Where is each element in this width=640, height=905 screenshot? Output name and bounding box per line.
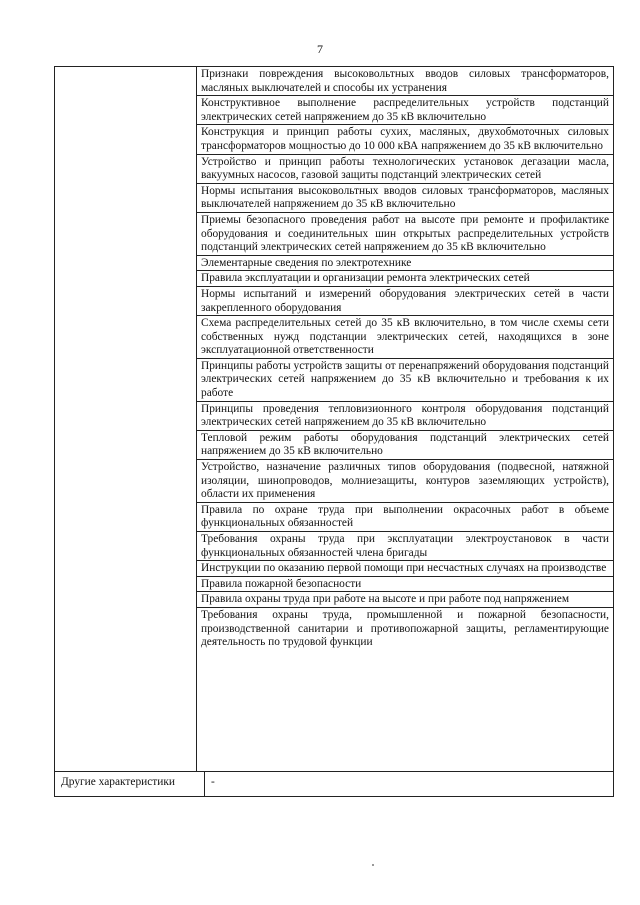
knowledge-row: Принципы работы устройств защиты от перенапряжений оборудования подстанций электрических сетей напряжением до 35 кВ включительно и требования к их работе (197, 359, 613, 402)
other-characteristics-value: - (211, 776, 215, 788)
knowledge-row: Нормы испытания высоковольтных вводов силовых трансформаторов, масляных выключателей напряжением до 35 кВ включительно (197, 184, 613, 213)
knowledge-table (54, 66, 614, 772)
knowledge-row: Правила пожарной безопасности (197, 577, 613, 593)
scan-speck (372, 864, 374, 866)
knowledge-list (197, 67, 613, 650)
knowledge-row: Требования охраны труда при эксплуатации электроустановок в части функциональных обязанностей члена бригады (197, 532, 613, 561)
other-characteristics-label: Другие характеристики (55, 772, 205, 796)
knowledge-row: Конструктивное выполнение распределительных устройств подстанций электрических сетей напряжением до 35 кВ включительно (197, 96, 613, 125)
knowledge-row: Правила охраны труда при работе на высоте и при работе под напряжением (197, 592, 613, 608)
table-left-column (55, 67, 197, 771)
knowledge-row: Принципы проведения тепловизионного контроля оборудования подстанций электрических сетей напряжением до 35 кВ включительно (197, 402, 613, 431)
other-characteristics-row (54, 772, 614, 797)
page-number: 7 (317, 42, 323, 56)
knowledge-row: Правила эксплуатации и организации ремонта электрических сетей (197, 271, 613, 287)
knowledge-row: Устройство, назначение различных типов оборудования (подвесной, натяжной изоляции, шинопроводов, молниезащиты, контуров заземляющих устройств), области их применения (197, 460, 613, 503)
knowledge-row: Инструкции по оказанию первой помощи при несчастных случаях на производстве (197, 561, 613, 577)
knowledge-row: Конструкция и принцип работы сухих, масляных, двухобмоточных силовых трансформаторов мощностью до 10 000 кВА напряжением до 35 кВ включительно (197, 125, 613, 154)
knowledge-row: Тепловой режим работы оборудования подстанций электрических сетей напряжением до 35 кВ включительно (197, 431, 613, 460)
knowledge-row: Схема распределительных сетей до 35 кВ включительно, в том числе схемы сети собственных нужд подстанции электрических сетей, находящихся в зоне эксплуатационной ответственности (197, 316, 613, 359)
knowledge-row: Элементарные сведения по электротехнике (197, 256, 613, 272)
knowledge-row: Устройство и принцип работы технологических установок дегазации масла, вакуумных насосов, газовой защиты подстанций электрических сетей (197, 155, 613, 184)
knowledge-row: Признаки повреждения высоковольтных вводов силовых трансформаторов, масляных выключателей и способы их устранения (197, 67, 613, 96)
knowledge-row: Правила по охране труда при выполнении окрасочных работ в объеме функциональных обязанностей (197, 503, 613, 532)
knowledge-row: Требования охраны труда, промышленной и пожарной безопасности, производственной санитарии и противопожарной защиты, регламентирующие деятельность по трудовой функции (201, 608, 609, 649)
knowledge-row: Нормы испытаний и измерений оборудования электрических сетей в части закрепленного оборудования (197, 287, 613, 316)
knowledge-row: Приемы безопасного проведения работ на высоте при ремонте и профилактике оборудования и соединительных шин открытых распределительных устройств подстанций электрических сетей напряжением до 35 кВ включительно (197, 213, 613, 256)
